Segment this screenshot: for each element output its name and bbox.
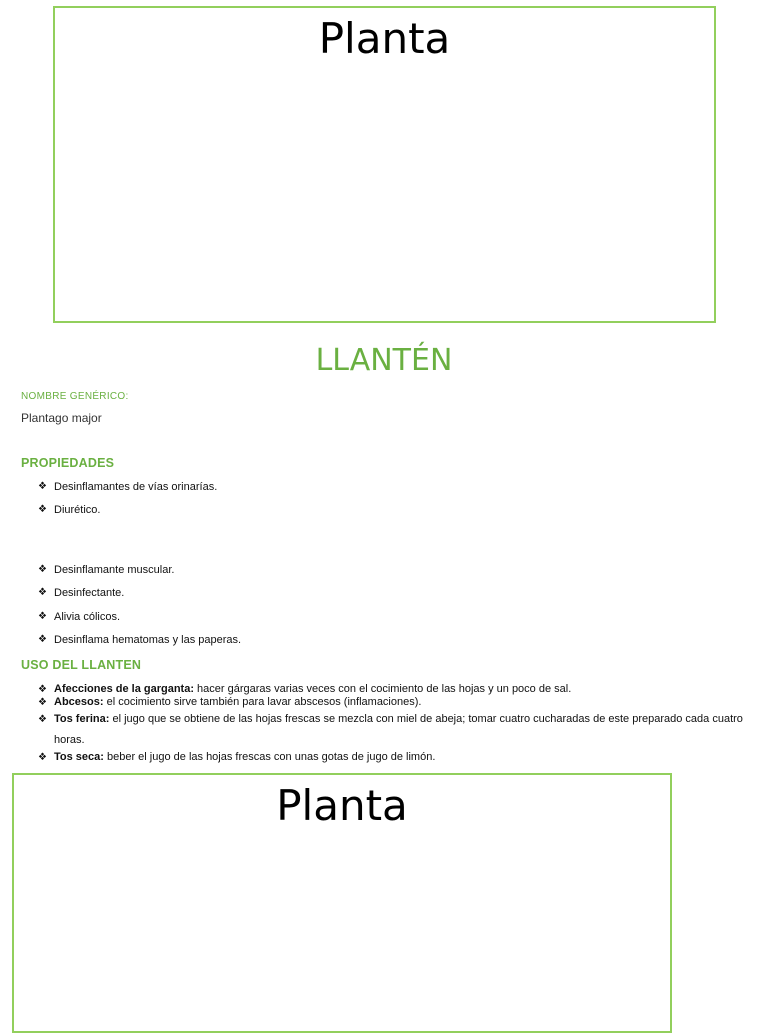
list-item: ❖ Tos seca: beber el jugo de las hojas frescas con unas gotas de jugo de limón. bbox=[38, 751, 436, 763]
list-item: ❖ Desinflama hematomas y las paperas. bbox=[38, 633, 242, 646]
diamond-bullet-icon: ❖ bbox=[38, 684, 47, 695]
uses-heading: USO DEL LLANTEN bbox=[21, 658, 142, 672]
list-item: ❖ Tos ferina: el jugo que se obtiene de las hojas frescas se mezcla con miel de abeja; tomar cuatro cucharadas de este preparado cada cuatro horas. bbox=[38, 709, 748, 751]
properties-list-a bbox=[38, 481, 217, 527]
plant-box-title: Planta bbox=[276, 781, 408, 830]
properties-list-b bbox=[38, 564, 241, 657]
list-item: ❖ Afecciones de la garganta: hacer gárgaras varias veces con el cocimiento de las hojas y un poco de sal. bbox=[38, 683, 572, 695]
page-title: LLANTÉN bbox=[315, 343, 453, 378]
diamond-bullet-icon: ❖ bbox=[38, 714, 47, 725]
list-item: ❖ Alivia cólicos. bbox=[38, 610, 121, 623]
list-item: ❖ Desinflamante muscular. bbox=[38, 564, 175, 576]
list-item: ❖ Desinflamantes de vías orinarías. bbox=[38, 481, 218, 493]
diamond-bullet-icon: ❖ bbox=[38, 481, 47, 492]
properties-heading: PROPIEDADES bbox=[21, 456, 115, 470]
diamond-bullet-icon: ❖ bbox=[38, 752, 47, 763]
generic-name-value: Plantago major bbox=[21, 411, 102, 425]
list-item: ❖ Abcesos: el cocimiento sirve también para lavar abscesos (inflamaciones). bbox=[38, 696, 422, 708]
diamond-bullet-icon: ❖ bbox=[38, 633, 47, 645]
diamond-bullet-icon: ❖ bbox=[38, 504, 47, 515]
plant-box-title: Planta bbox=[318, 14, 451, 63]
list-item: ❖ Desinfectante. bbox=[38, 587, 125, 600]
plant-image-box-top bbox=[53, 6, 716, 323]
plant-image-box-bottom bbox=[12, 773, 672, 1033]
list-item: ❖ Diurético. bbox=[38, 504, 101, 516]
diamond-bullet-icon: ❖ bbox=[38, 587, 47, 599]
uses-list bbox=[38, 683, 748, 764]
diamond-bullet-icon: ❖ bbox=[38, 697, 47, 708]
generic-name-label: NOMBRE GENÉRICO: bbox=[21, 391, 129, 402]
diamond-bullet-icon: ❖ bbox=[38, 564, 47, 575]
diamond-bullet-icon: ❖ bbox=[38, 610, 47, 622]
